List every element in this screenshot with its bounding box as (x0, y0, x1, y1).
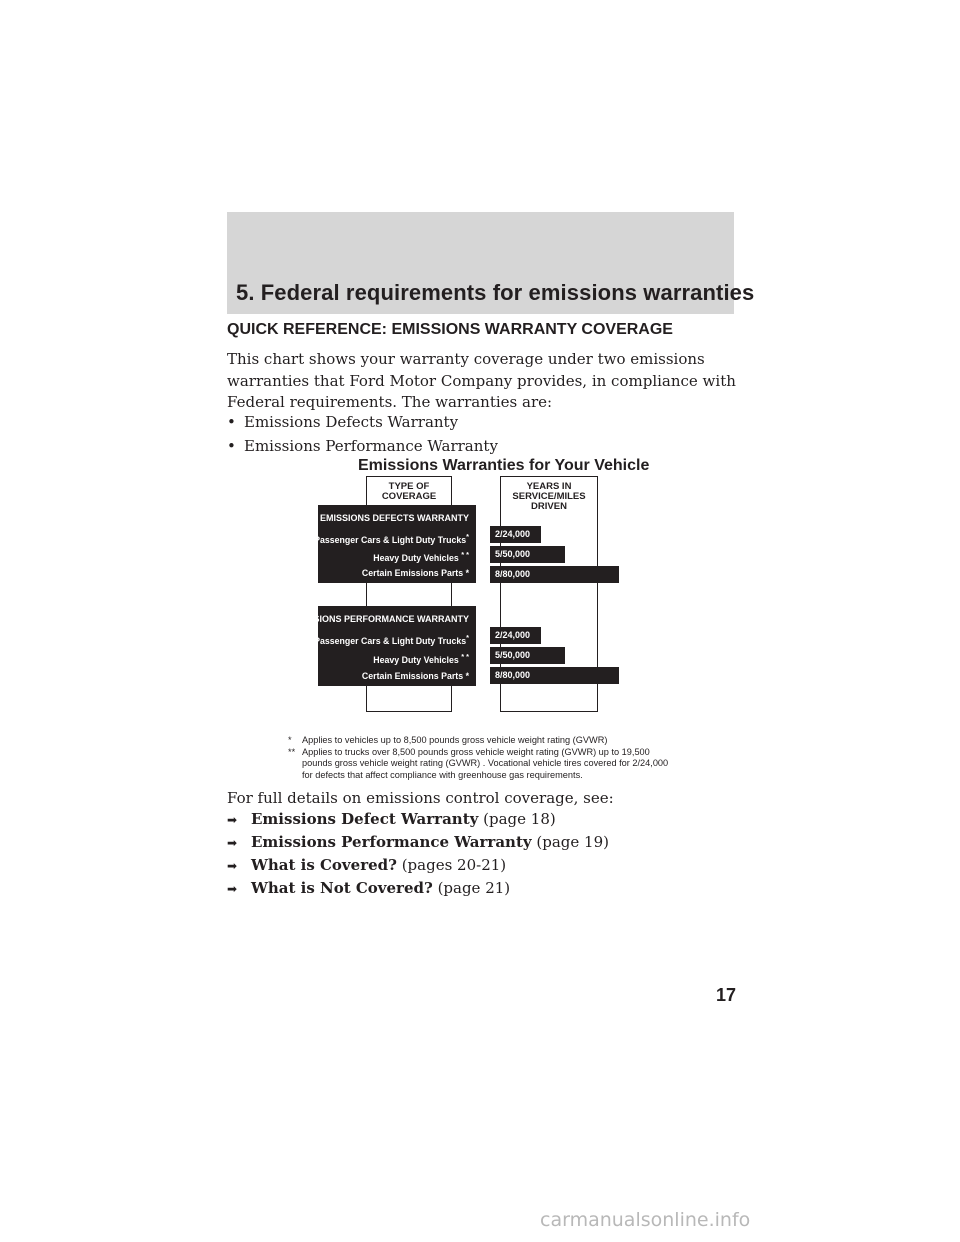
reference-link-list (227, 808, 609, 900)
bullet-dot-icon: • (227, 436, 236, 455)
row-label: Passenger Cars & Light Duty Trucks* (314, 633, 469, 646)
arrow-right-icon: ➡ (227, 836, 238, 850)
link-page: (page 21) (437, 879, 511, 897)
row-label: Certain Emissions Parts * (361, 671, 469, 681)
footnote-text: Applies to trucks over 8,500 pounds gross vehicle weight rating (GVWR) up to 19,500 pounds gross vehicle weight rating (GVWR) . Vocational vehicle tires covered for 2/24,000 for defects that affect compliance with greenhouse gas requirements. (302, 746, 669, 780)
reference-link[interactable] (227, 854, 609, 877)
section-heading: QUICK REFERENCE: EMISSIONS WARRANTY COVERAGE (227, 321, 673, 338)
reference-link[interactable] (227, 831, 609, 854)
arrow-right-icon: ➡ (227, 813, 238, 827)
defects-warranty-block (314, 505, 476, 583)
chapter-title: 5. Federal requirements for emissions warranties (236, 280, 755, 305)
link-text[interactable]: Emissions Defect Warranty (251, 810, 479, 828)
link-page: (page 18) (483, 810, 556, 828)
link-page: (pages 20-21) (401, 856, 507, 874)
footnote-mark: * (288, 735, 292, 745)
footnote-text: Applies to vehicles up to 8,500 pounds gross vehicle weight rating (GVWR) (302, 735, 608, 745)
footnote (288, 735, 668, 747)
link-text[interactable]: What is Covered? (251, 856, 397, 874)
section-title: EMISSIONS DEFECTS WARRANTY (319, 513, 469, 523)
reference-link[interactable] (227, 877, 609, 900)
footnote-mark: ** (288, 746, 296, 757)
chart-footnotes (288, 735, 668, 781)
details-lead: For full details on emissions control coverage, see: (227, 789, 614, 807)
coverage-bar: 8/80,000 (490, 667, 619, 684)
page-number: 17 (716, 985, 737, 1005)
row-label: Passenger Cars & Light Duty Trucks* (314, 532, 469, 545)
list-item (227, 435, 498, 459)
coverage-bar: 2/24,000 (490, 526, 541, 543)
reference-link[interactable] (227, 808, 609, 831)
coverage-type-header: TYPE OF COVERAGE (381, 481, 437, 502)
coverage-bar: 2/24,000 (490, 627, 541, 644)
section-title: EMISSIONS PERFORMANCE WARRANTY (291, 614, 469, 624)
intro-paragraph: This chart shows your warranty coverage under two emissions warranties that Ford Motor Company provides, in compliance with Federal requirements. The warranties are: (227, 350, 736, 411)
performance-warranty-block (291, 606, 476, 686)
bullet-text: Emissions Defects Warranty (244, 413, 459, 431)
years-miles-header: YEARS IN SERVICE/MILES DRIVEN (512, 481, 586, 512)
watermark: carmanualsonline.info (540, 1209, 751, 1231)
bullet-dot-icon: • (227, 413, 236, 431)
row-label: Certain Emissions Parts * (361, 568, 469, 578)
coverage-bar: 8/80,000 (490, 566, 619, 583)
row-label: Heavy Duty Vehicles * * (373, 652, 469, 665)
arrow-right-icon: ➡ (227, 859, 238, 873)
coverage-bar: 5/50,000 (490, 647, 565, 664)
warranty-bullet-list (227, 411, 498, 458)
link-page: (page 19) (536, 833, 609, 851)
coverage-bar: 5/50,000 (490, 546, 565, 563)
row-label: Heavy Duty Vehicles * * (373, 550, 469, 563)
chart-title: Emissions Warranties for Your Vehicle (358, 457, 650, 474)
footnote (288, 747, 668, 782)
link-text[interactable]: What is Not Covered? (251, 879, 433, 897)
list-item (227, 411, 498, 435)
bullet-text: Emissions Performance Warranty (244, 436, 498, 455)
link-text[interactable]: Emissions Performance Warranty (251, 833, 532, 851)
arrow-right-icon: ➡ (227, 882, 238, 896)
